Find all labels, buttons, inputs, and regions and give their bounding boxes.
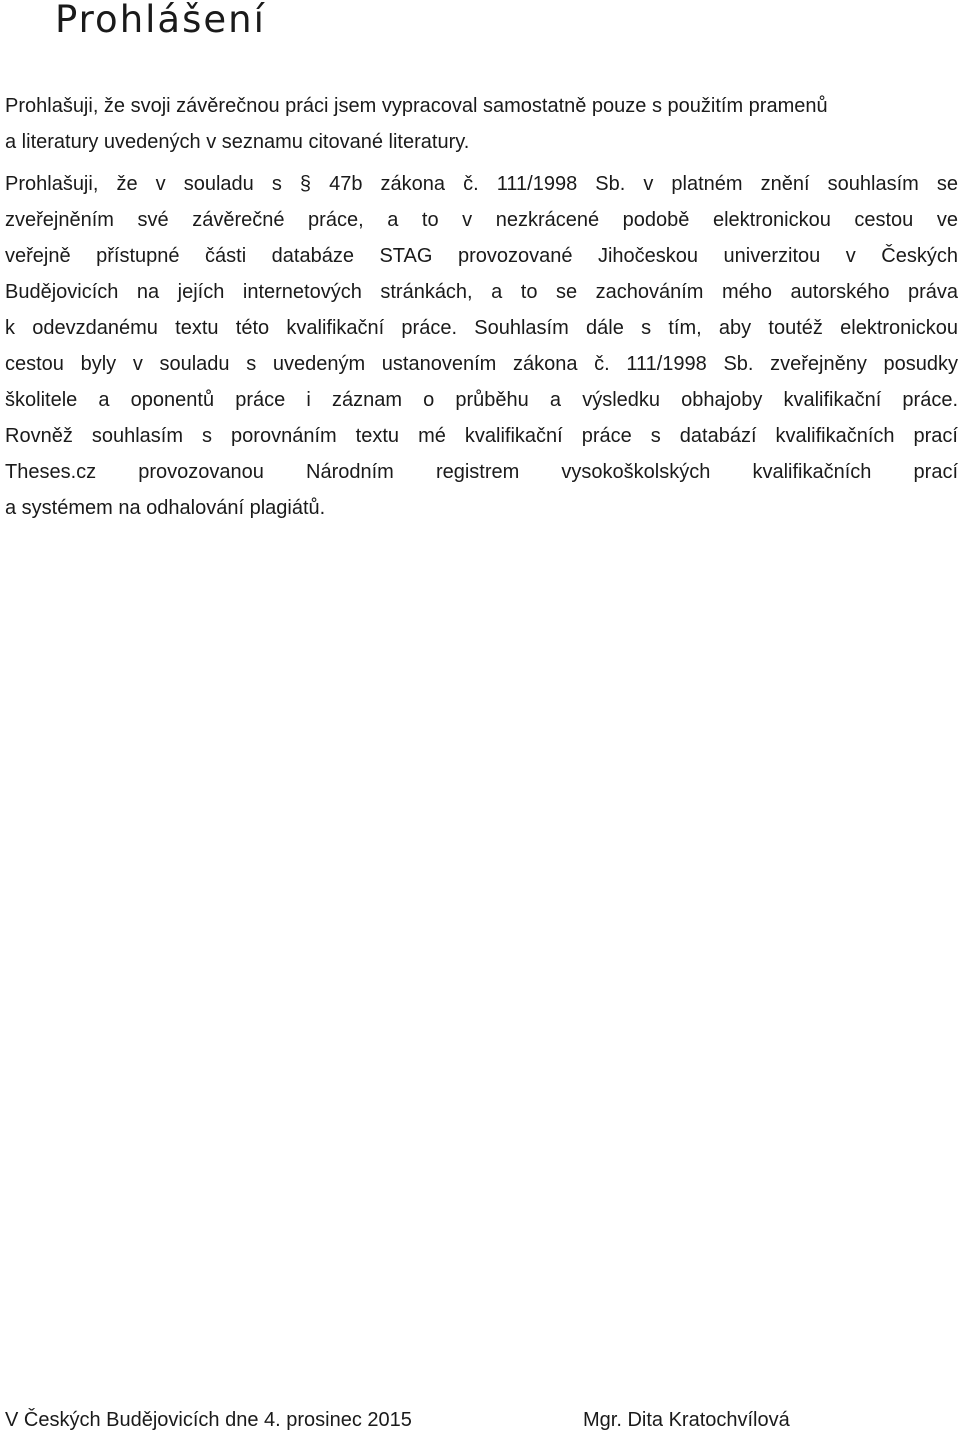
- paragraph-2-line: Prohlašuji, že v souladu s § 47b zákona č. 111/1998 Sb. v platném znění souhlasím se: [5, 173, 958, 195]
- paragraph-2-line: veřejně přístupné části databáze STAG provozované Jihočeskou univerzitou v Českých: [5, 245, 958, 267]
- paragraph-2-line: a systémem na odhalování plagiátů.: [5, 497, 326, 519]
- declaration-paragraph-2: [5, 166, 958, 526]
- paragraph-2-line: školitele a oponentů práce i záznam o průběhu a výsledku obhajoby kvalifikační práce.: [5, 389, 958, 411]
- paragraph-2-line: cestou byly v souladu s uvedeným ustanovením zákona č. 111/1998 Sb. zveřejněny posudky: [5, 353, 958, 375]
- paragraph-2-line: Rovněž souhlasím s porovnáním textu mé kvalifikační práce s databází kvalifikačních prací: [5, 425, 958, 447]
- paragraph-2-line: zveřejněním své závěrečné práce, a to v nezkrácené podobě elektronickou cestou ve: [5, 209, 958, 231]
- paragraph-2-line: Theses.cz provozovanou Národním registrem vysokoškolských kvalifikačních prací: [5, 461, 958, 483]
- paragraph-2-line: k odevzdanému textu této kvalifikační práce. Souhlasím dále s tím, aby toutéž elektronickou: [5, 317, 958, 339]
- page-title: Prohlášení: [55, 0, 266, 41]
- place-and-date: V Českých Budějovicích dne 4. prosinec 2015: [5, 1409, 412, 1431]
- paragraph-2-line: Budějovicích na jejích internetových stránkách, a to se zachováním mého autorského práva: [5, 281, 958, 303]
- paragraph-1-line: Prohlašuji, že svoji závěrečnou práci jsem vypracoval samostatně pouze s použitím pramenů: [5, 95, 828, 117]
- declaration-paragraph-1: [5, 88, 958, 160]
- paragraph-1-line: a literatury uvedených v seznamu citované literatury.: [5, 131, 470, 153]
- author-name: Mgr. Dita Kratochvílová: [583, 1409, 790, 1431]
